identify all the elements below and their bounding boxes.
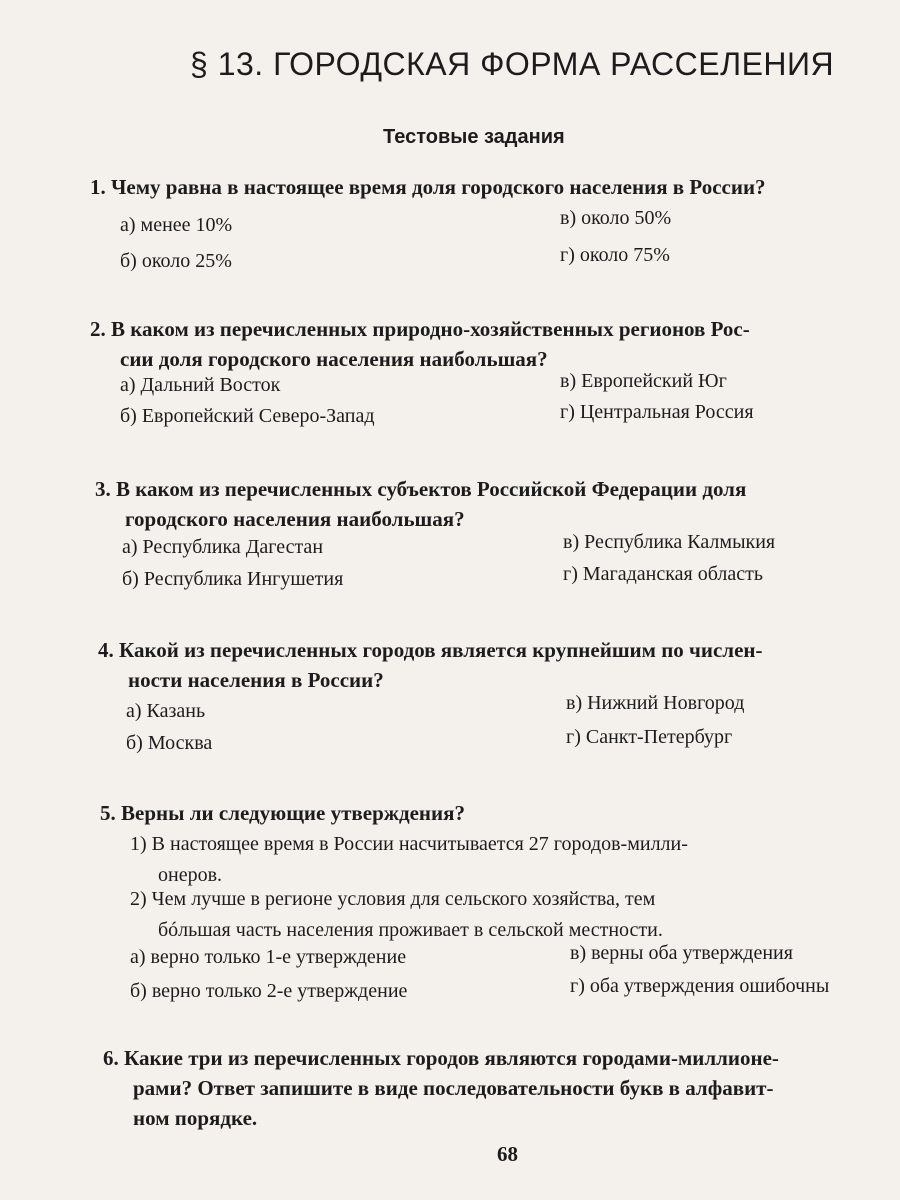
answer-option-b: б) около 25%	[120, 250, 232, 272]
answer-option-v: в) около 50%	[560, 207, 672, 229]
question-5	[100, 798, 465, 828]
question-text-line: сии доля городского населения наибольшая?	[120, 347, 548, 371]
question-number: 1.	[90, 175, 106, 199]
question-4	[98, 635, 763, 695]
question-number: 4.	[98, 638, 114, 662]
question-text-line: Какие три из перечисленных городов являются городами-миллионе-	[124, 1046, 779, 1070]
question-text-line: ном порядке.	[133, 1106, 258, 1130]
statement-1	[130, 829, 688, 891]
question-text-line: Верны ли следующие утверждения?	[121, 801, 465, 825]
question-6	[103, 1043, 779, 1133]
answer-option-g: г) Магаданская область	[563, 563, 763, 585]
question-1	[90, 172, 766, 202]
answer-option-g: г) Центральная Россия	[560, 401, 754, 423]
section-subtitle: Тестовые задания	[383, 126, 565, 148]
statement-text-line: В настоящее время в России насчитывается 27 городов-милли-	[151, 833, 688, 855]
question-text-line: Какой из перечисленных городов является крупнейшим по числен-	[119, 638, 763, 662]
page-title: § 13. ГОРОДСКАЯ ФОРМА РАССЕЛЕНИЯ	[190, 46, 835, 82]
answer-option-a: а) Республика Дагестан	[122, 536, 324, 558]
answer-option-a: а) менее 10%	[120, 214, 233, 236]
question-number: 3.	[95, 477, 111, 501]
question-text-line: ности населения в России?	[128, 668, 384, 692]
question-text-line: городского населения наибольшая?	[125, 507, 465, 531]
answer-option-v: в) верны оба утверждения	[570, 942, 793, 964]
question-2	[90, 314, 750, 374]
answer-option-g: г) Санкт-Петербург	[566, 726, 733, 748]
statement-text-line: онеров.	[158, 864, 223, 886]
statement-number: 1)	[130, 833, 147, 855]
question-text-line: В каком из перечисленных субъектов Российской Федерации доля	[116, 477, 747, 501]
answer-option-g: г) оба утверждения ошибочны	[570, 975, 830, 997]
answer-option-v: в) Республика Калмыкия	[563, 531, 776, 553]
answer-option-a: а) Дальний Восток	[120, 374, 281, 396]
question-number: 6.	[103, 1046, 119, 1070]
question-text-line: рами? Ответ запишите в виде последовательности букв в алфавит-	[133, 1076, 774, 1100]
answer-option-b: б) верно только 2-е утверждение	[130, 980, 408, 1002]
answer-option-a: а) верно только 1-е утверждение	[130, 946, 407, 968]
answer-option-b: б) Европейский Северо-Запад	[120, 405, 375, 427]
question-text-line: Чему равна в настоящее время доля городского населения в России?	[111, 175, 766, 199]
answer-option-v: в) Европейский Юг	[560, 370, 727, 392]
question-3	[95, 474, 746, 534]
statement-text-line: бóльшая часть населения проживает в сельской местности.	[158, 919, 663, 941]
answer-option-a: а) Казань	[126, 700, 206, 722]
question-number: 5.	[100, 801, 116, 825]
page-number: 68	[497, 1142, 518, 1166]
answer-option-g: г) около 75%	[560, 244, 670, 266]
question-text-line: В каком из перечисленных природно-хозяйственных регионов Рос-	[111, 317, 750, 341]
statement-2	[130, 884, 663, 946]
question-number: 2.	[90, 317, 106, 341]
statement-number: 2)	[130, 888, 147, 910]
answer-option-b: б) Москва	[126, 732, 213, 754]
statement-text-line: Чем лучше в регионе условия для сельского хозяйства, тем	[151, 888, 656, 910]
answer-option-v: в) Нижний Новгород	[566, 692, 745, 714]
answer-option-b: б) Республика Ингушетия	[122, 568, 344, 590]
